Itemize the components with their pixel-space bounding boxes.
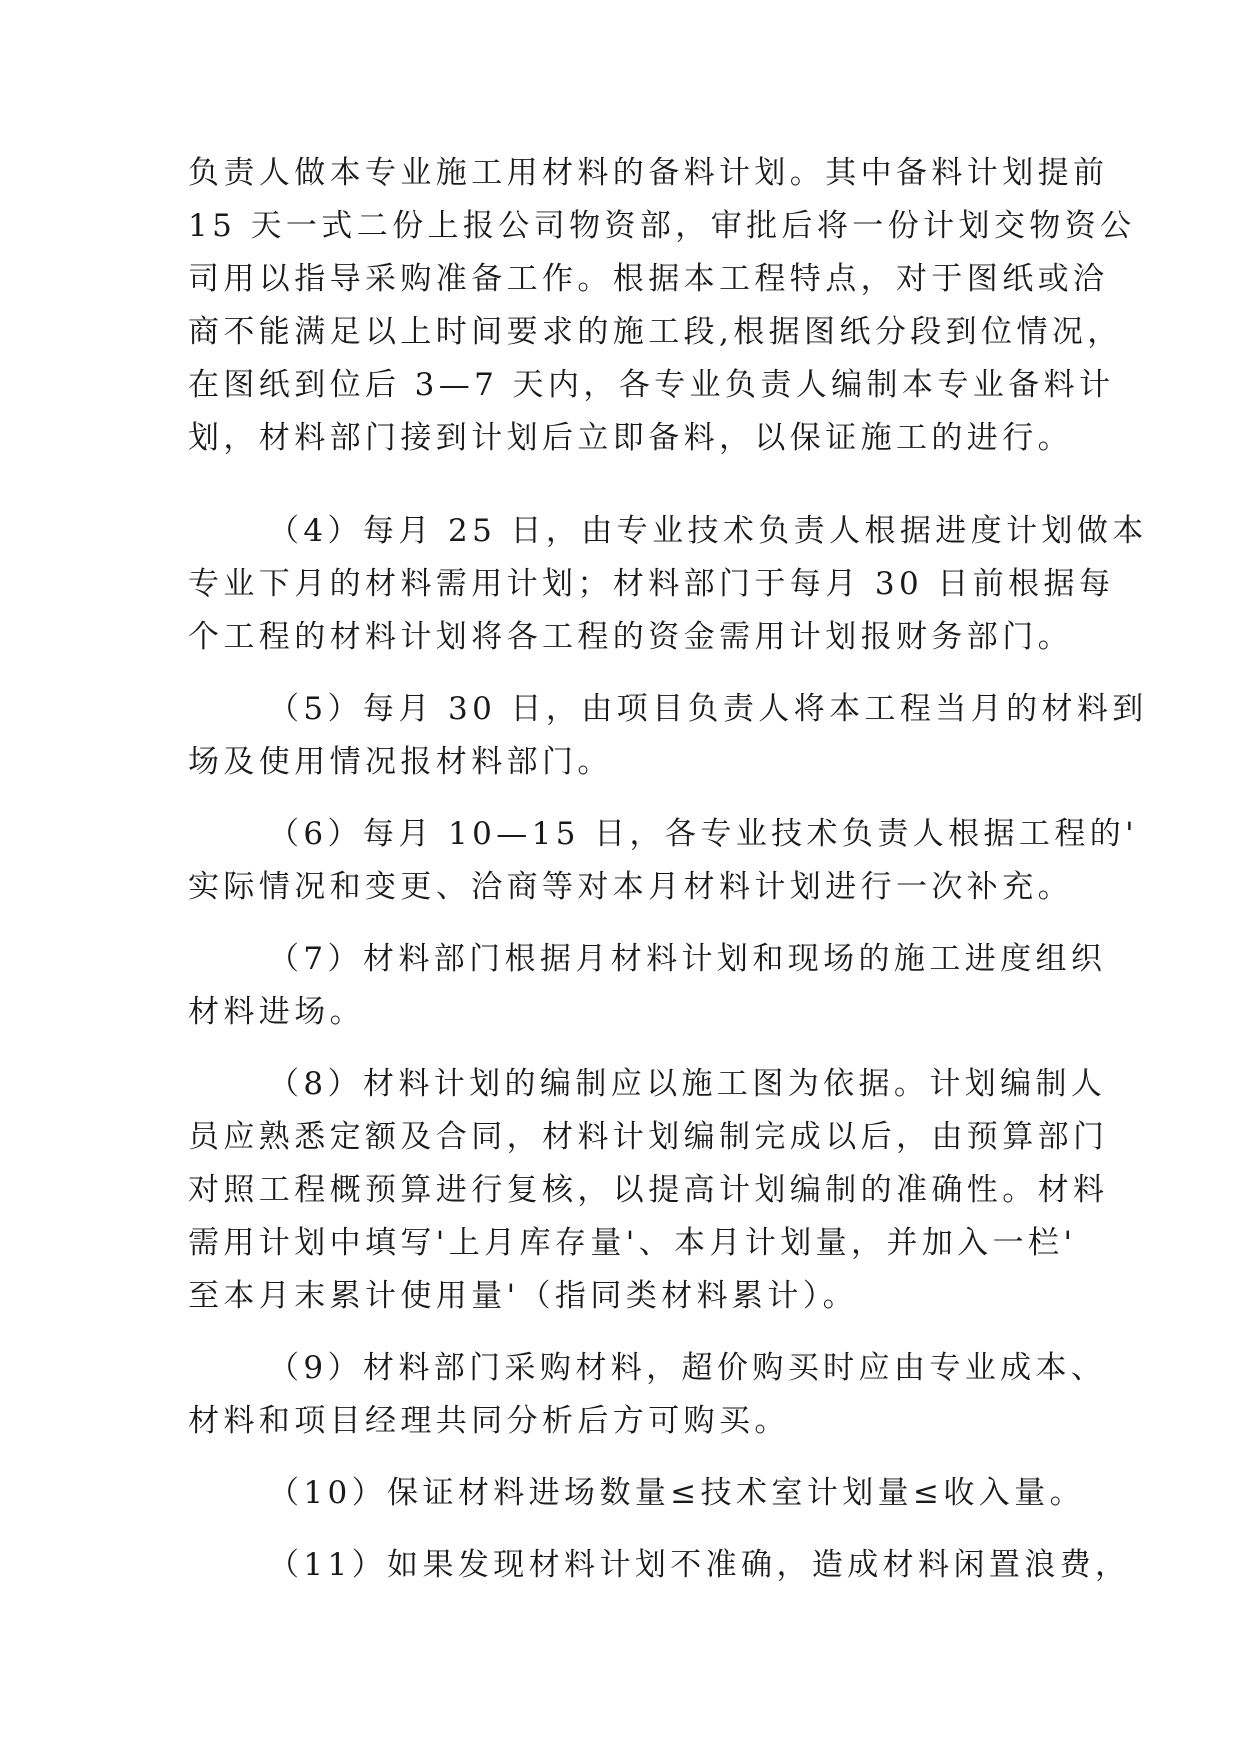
text-line: 15 天一式二份上报公司物资部，审批后将一份计划交物资公 — [188, 208, 1136, 244]
paragraph-10-first-line: （10）保证材料进场数量≤技术室计划量≤收入量。 — [268, 1475, 1085, 1511]
text-line: 场及使用情况报材料部门。 — [188, 744, 613, 780]
text-line: 材料和项目经理共同分析后方可购买。 — [188, 1403, 790, 1439]
paragraph-5-first-line: （5）每月 30 日，由项目负责人将本工程当月的材料到 — [268, 691, 1148, 727]
text-line: 负责人做本专业施工用材料的备料计划。其中备料计划提前 — [188, 155, 1109, 191]
paragraph-4-first-line: （4）每月 25 日，由专业技术负责人根据进度计划做本 — [268, 513, 1148, 549]
paragraph-7-first-line: （7）材料部门根据月材料计划和现场的施工进度组织 — [268, 941, 1107, 977]
text-line: 至本月末累计使用量'（指同类材料累计）。 — [188, 1278, 859, 1314]
text-line: 划，材料部门接到计划后立即备料，以保证施工的进行。 — [188, 420, 1073, 456]
paragraph-6-first-line: （6）每月 10—15 日，各专业技术负责人根据工程的' — [268, 816, 1139, 852]
text-line: 商不能满足以上时间要求的施工段,根据图纸分段到位情况， — [188, 314, 1123, 350]
text-line: 实际情况和变更、洽商等对本月材料计划进行一次补充。 — [188, 869, 1073, 905]
text-line: 在图纸到位后 3—7 天内，各专业负责人编制本专业备料计 — [188, 367, 1115, 403]
text-line: 需用计划中填写'上月库存量'、本月计划量，并加入一栏' — [188, 1225, 1077, 1261]
paragraph-8-first-line: （8）材料计划的编制应以施工图为依据。计划编制人 — [268, 1066, 1107, 1102]
paragraph-11-first-line: （11）如果发现材料计划不准确，造成材料闲置浪费， — [268, 1547, 1131, 1583]
text-line: 对照工程概预算进行复核，以提高计划编制的准确性。材料 — [188, 1172, 1109, 1208]
text-line: 个工程的材料计划将各工程的资金需用计划报财务部门。 — [188, 619, 1073, 655]
text-line: 专业下月的材料需用计划；材料部门于每月 30 日前根据每 — [188, 566, 1115, 602]
text-line: 员应熟悉定额及合同，材料计划编制完成以后，由预算部门 — [188, 1119, 1109, 1155]
text-line: 材料进场。 — [188, 994, 365, 1030]
paragraph-9-first-line: （9）材料部门采购材料，超价购买时应由专业成本、 — [268, 1350, 1107, 1386]
text-line: 司用以指导采购准备工作。根据本工程特点，对于图纸或洽 — [188, 261, 1109, 297]
